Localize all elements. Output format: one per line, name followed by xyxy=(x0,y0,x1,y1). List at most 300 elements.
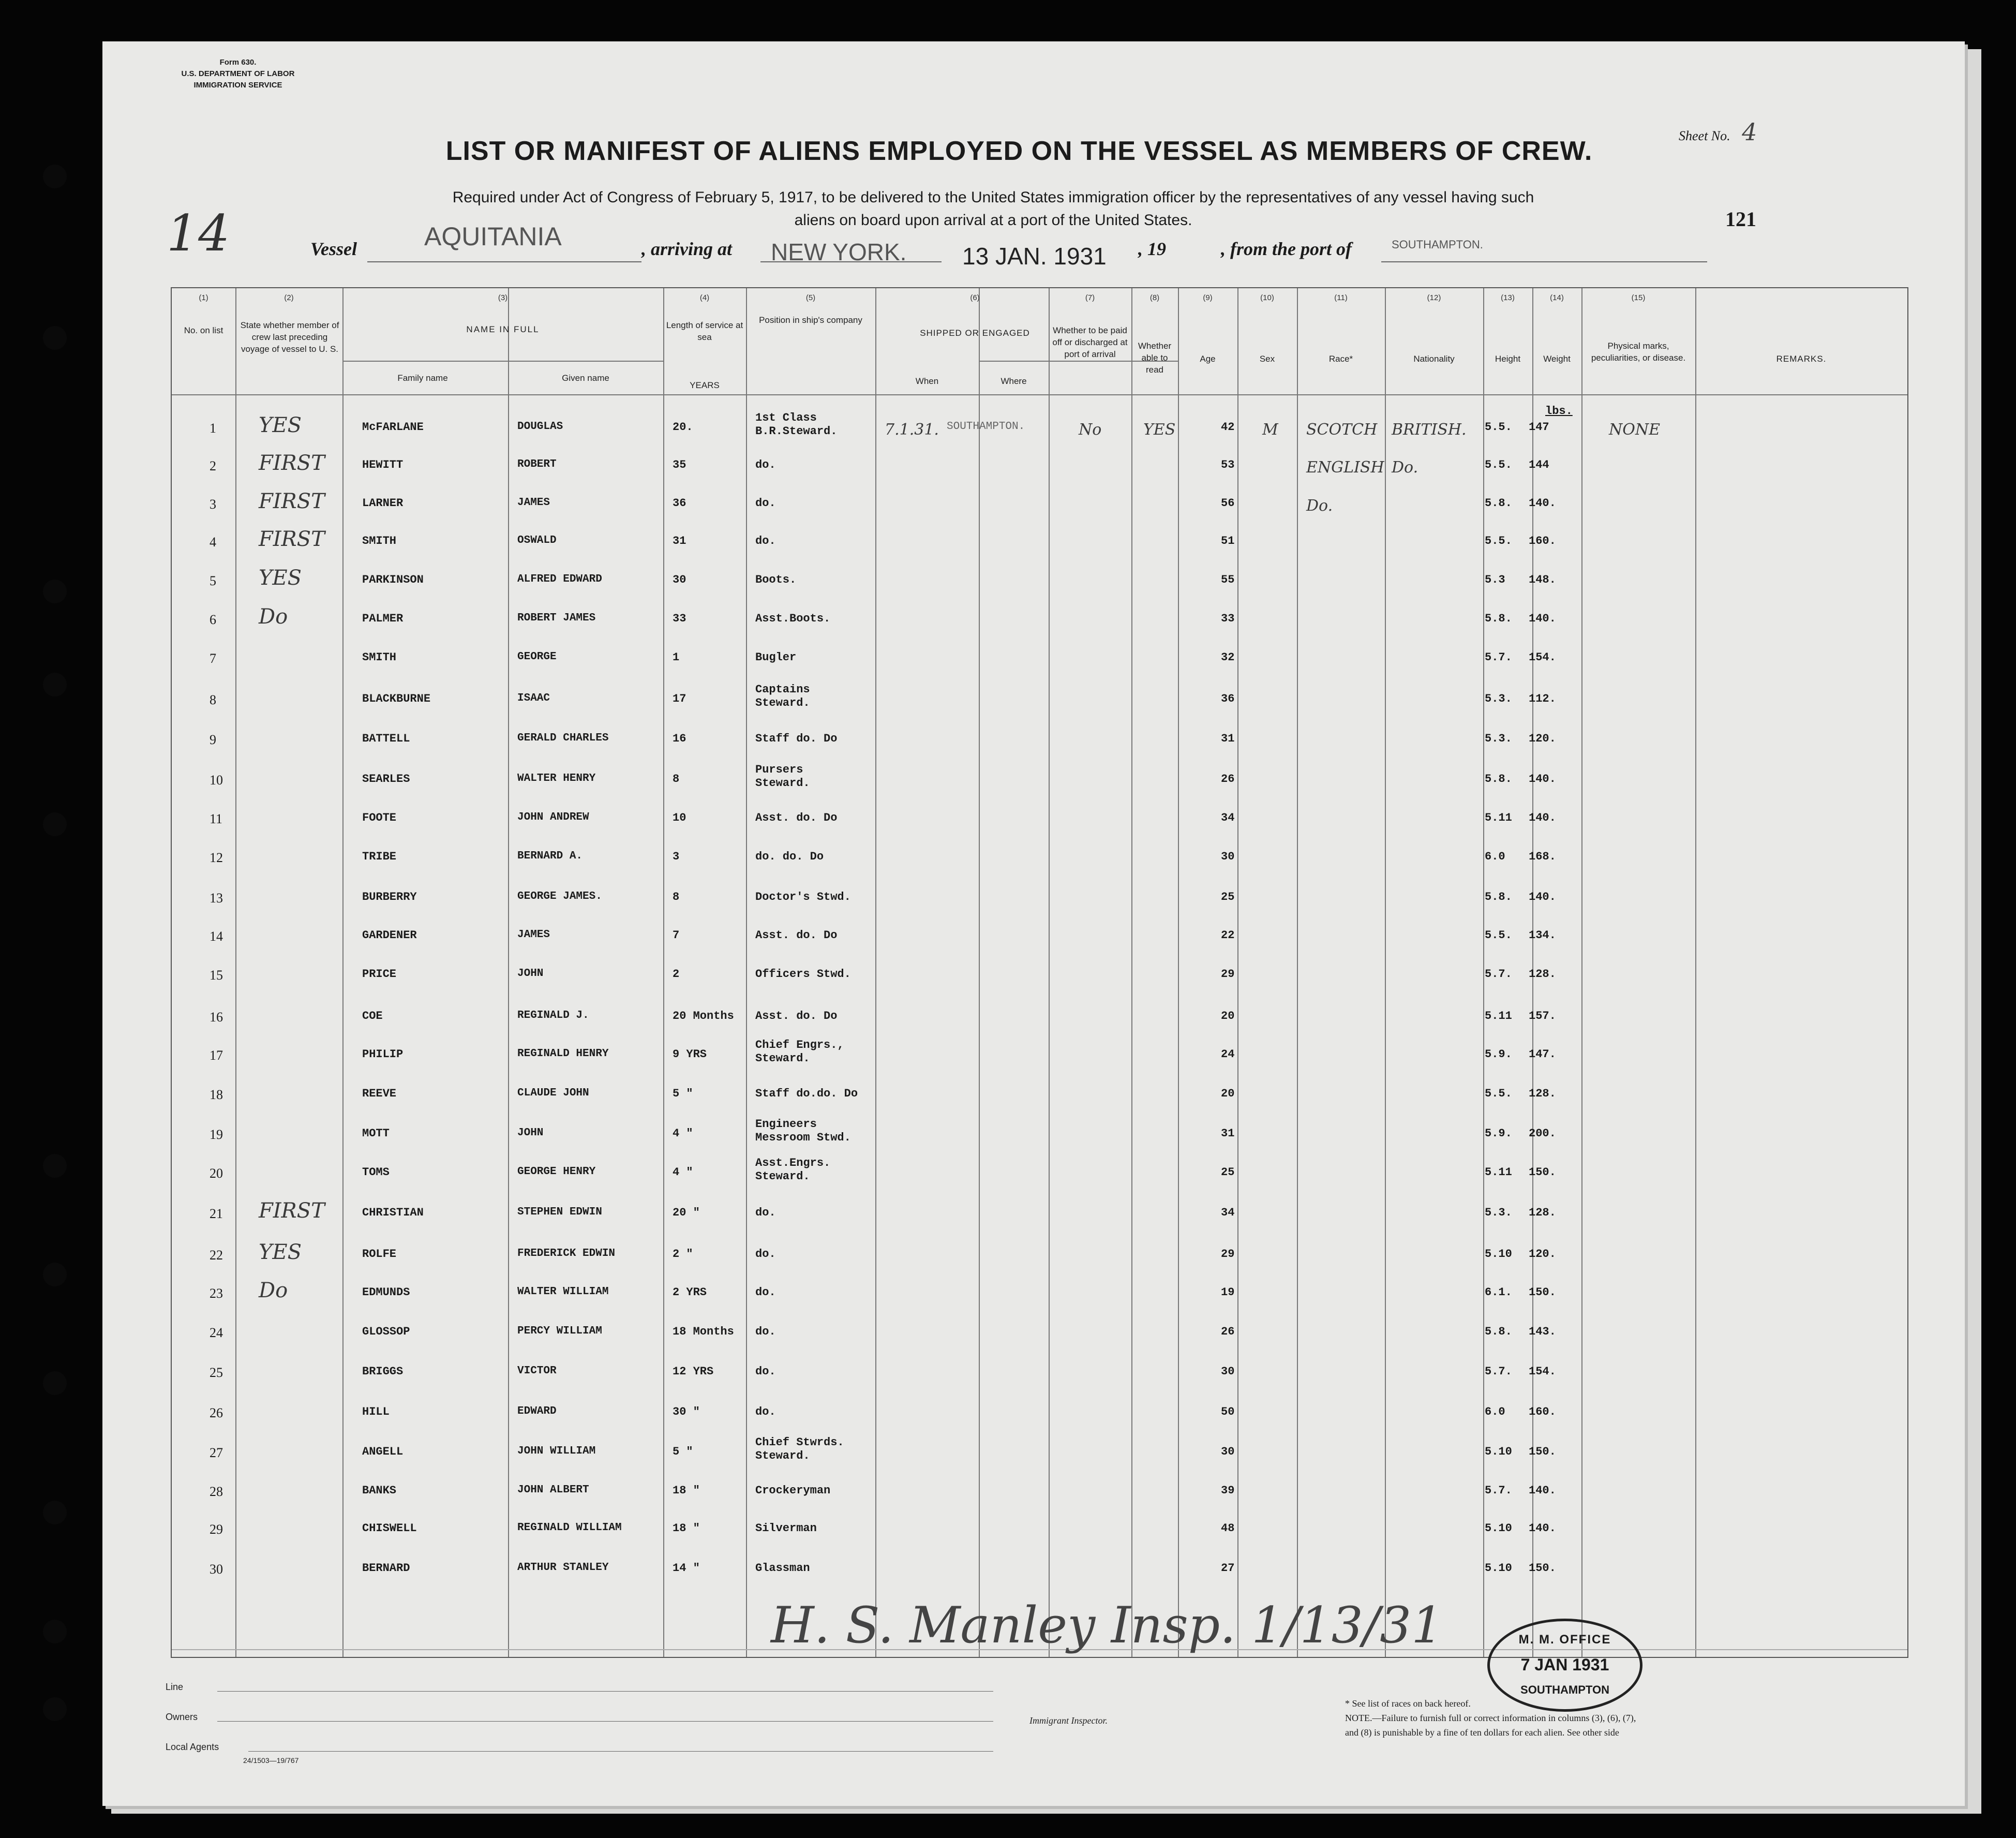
header-where: Where xyxy=(1000,376,1027,386)
family-name: McFARLANE xyxy=(362,421,424,434)
row-number: 29 xyxy=(210,1522,223,1537)
family-name: BURBERRY xyxy=(362,891,417,903)
row-number: 21 xyxy=(210,1206,223,1221)
punch-hole xyxy=(43,673,67,696)
service-length: 2 YRS xyxy=(673,1286,707,1299)
weight: 154. xyxy=(1529,1365,1556,1378)
position: Asst.Engrs. Steward. xyxy=(755,1157,831,1183)
age: 25 xyxy=(1221,1166,1235,1179)
height: 5.3. xyxy=(1485,692,1512,705)
weight: 140. xyxy=(1529,1522,1556,1535)
age: 36 xyxy=(1221,692,1235,705)
height: 5.7. xyxy=(1485,1365,1512,1378)
family-name: BLACKBURNE xyxy=(362,692,431,705)
family-name: SMITH xyxy=(362,651,397,664)
page-number: 121 xyxy=(1725,207,1756,231)
previous-voyage: Do xyxy=(259,1279,288,1302)
form-info xyxy=(171,57,305,91)
position: do. xyxy=(755,1325,776,1338)
fine-note: NOTE.—Failure to furnish full or correct information in columns (3), (6), (7), and (8) is punishable by a fine of ten dollars for each alien. See other side xyxy=(1345,1713,1636,1738)
position: Crockeryman xyxy=(755,1484,831,1497)
age: 31 xyxy=(1221,1127,1235,1140)
service-length: 16 xyxy=(673,732,686,745)
age: 33 xyxy=(1221,612,1235,625)
age: 20 xyxy=(1221,1087,1235,1100)
race-note: * See list of races on back hereof. xyxy=(1345,1698,1471,1709)
previous-voyage: FIRST xyxy=(259,1199,325,1223)
col-divider xyxy=(1297,288,1298,1657)
service-length: 2 " xyxy=(673,1248,693,1261)
header-paid-off: Whether to be paid off or discharged at port of arrival xyxy=(1052,325,1128,359)
age: 22 xyxy=(1221,929,1235,942)
family-name: FOOTE xyxy=(362,811,397,824)
position: Asst. do. Do xyxy=(755,929,838,942)
col-num: (2) xyxy=(284,293,294,302)
row-number: 9 xyxy=(210,732,216,747)
footer-line-label: Line xyxy=(166,1682,184,1692)
weight: 128. xyxy=(1529,968,1556,981)
handwritten-number: 14 xyxy=(167,204,230,262)
given-name: JOHN xyxy=(517,968,544,980)
row-number: 20 xyxy=(210,1166,223,1181)
header-sex: Sex xyxy=(1259,354,1275,364)
position: Staff do.do. Do xyxy=(755,1087,858,1100)
weight: 148. xyxy=(1529,573,1556,586)
height: 5.9. xyxy=(1485,1127,1512,1140)
service-length: 30 xyxy=(673,573,686,586)
age: 42 xyxy=(1221,421,1235,434)
header-physical-marks: Physical marks, peculiarities, or disease. xyxy=(1591,341,1686,363)
age: 34 xyxy=(1221,1206,1235,1219)
given-name: GEORGE HENRY xyxy=(517,1166,596,1178)
given-name: DOUGLAS xyxy=(517,421,563,433)
given-name: ROBERT JAMES xyxy=(517,612,596,624)
height: 5.11 xyxy=(1485,1166,1512,1179)
height: 5.8. xyxy=(1485,1325,1512,1338)
paid-off: No xyxy=(1079,421,1102,439)
footer-rule xyxy=(248,1751,993,1752)
weight: 128. xyxy=(1529,1087,1556,1100)
vessel-label: Vessel xyxy=(310,239,357,259)
weight: 144 xyxy=(1529,458,1549,471)
col-divider xyxy=(1695,288,1696,1657)
given-name: BERNARD A. xyxy=(517,850,583,862)
height: 5.8. xyxy=(1485,773,1512,785)
col-num: (7) xyxy=(1085,293,1095,302)
col-divider xyxy=(1237,288,1238,1657)
family-name: PRICE xyxy=(362,968,397,981)
age: 29 xyxy=(1221,1248,1235,1261)
header-position: Position in ship's company xyxy=(759,315,862,325)
family-name: ROLFE xyxy=(362,1248,397,1261)
service-length: 30 " xyxy=(673,1405,700,1418)
stamp-date: 7 JAN 1931 xyxy=(1520,1655,1609,1674)
header-name-in-full: NAME IN FULL xyxy=(466,324,540,334)
service-length: 20 Months xyxy=(673,1010,734,1022)
family-name: HILL xyxy=(362,1405,390,1418)
service-length: 8 xyxy=(673,891,680,903)
col-divider xyxy=(979,288,980,1657)
row-number: 3 xyxy=(210,497,216,512)
weight: 120. xyxy=(1529,1248,1556,1261)
given-name: OSWALD xyxy=(517,535,557,546)
given-name: ARTHUR STANLEY xyxy=(517,1562,609,1574)
race: ENGLISH xyxy=(1306,458,1384,477)
service-length: 1 xyxy=(673,651,680,664)
family-name: BRIGGS xyxy=(362,1365,404,1378)
header-bottom-rule xyxy=(172,394,1907,395)
form-number: Form 630. xyxy=(219,58,257,67)
age: 30 xyxy=(1221,1365,1235,1378)
given-name: ROBERT xyxy=(517,458,557,470)
given-name: WALTER WILLIAM xyxy=(517,1286,609,1298)
weight: 128. xyxy=(1529,1206,1556,1219)
row-number: 27 xyxy=(210,1445,223,1460)
weight: 140. xyxy=(1529,497,1556,510)
row-number: 1 xyxy=(210,421,216,436)
arriving-label: , arriving at xyxy=(641,239,733,259)
punch-hole xyxy=(43,812,67,836)
nationality: BRITISH. xyxy=(1392,421,1467,439)
header-race: Race* xyxy=(1328,354,1353,364)
row-number: 24 xyxy=(210,1325,223,1340)
family-name: HEWITT xyxy=(362,458,404,471)
previous-voyage: YES xyxy=(259,566,302,590)
position: Staff do. Do xyxy=(755,732,838,745)
weight: 140. xyxy=(1529,891,1556,903)
row-number: 18 xyxy=(210,1087,223,1102)
position: Glassman xyxy=(755,1562,810,1575)
family-name: GARDENER xyxy=(362,929,417,942)
given-name: PERCY WILLIAM xyxy=(517,1325,602,1337)
year-label: , 19 xyxy=(1138,239,1166,259)
given-name: JOHN WILLIAM xyxy=(517,1445,596,1457)
given-name: WALTER HENRY xyxy=(517,773,596,784)
row-number: 17 xyxy=(210,1048,223,1063)
row-number: 6 xyxy=(210,612,216,627)
given-name: JOHN xyxy=(517,1127,544,1139)
position: do. xyxy=(755,458,776,471)
height: 5.7. xyxy=(1485,1484,1512,1497)
col-num: (11) xyxy=(1334,293,1348,302)
row-number: 16 xyxy=(210,1010,223,1025)
col-divider xyxy=(1131,288,1132,1657)
punch-hole xyxy=(43,1263,67,1286)
row-number: 2 xyxy=(210,458,216,473)
header-height: Height xyxy=(1495,354,1521,364)
family-name: BATTELL xyxy=(362,732,410,745)
weight: 147. xyxy=(1529,1048,1556,1061)
position: do. xyxy=(755,1286,776,1299)
header-age: Age xyxy=(1200,354,1216,364)
position: Doctor's Stwd. xyxy=(755,891,851,903)
position: Captains Steward. xyxy=(755,683,810,709)
given-name: CLAUDE JOHN xyxy=(517,1087,589,1099)
vessel-rule xyxy=(367,261,641,262)
header-service-length: Length of service at sea xyxy=(666,320,743,342)
given-name: REGINALD WILLIAM xyxy=(517,1522,622,1534)
inspector-signature: H. S. Manley Insp. 1/13/31 xyxy=(771,1596,1443,1654)
height: 5.8. xyxy=(1485,891,1512,903)
footer-owners-label: Owners xyxy=(166,1712,198,1722)
age: 27 xyxy=(1221,1562,1235,1575)
given-name: REGINALD HENRY xyxy=(517,1048,609,1060)
family-name: ANGELL xyxy=(362,1445,404,1458)
header-given-name: Given name xyxy=(562,373,609,383)
row-number: 28 xyxy=(210,1484,223,1499)
position: Bugler xyxy=(755,651,797,664)
family-name: BANKS xyxy=(362,1484,397,1497)
age: 20 xyxy=(1221,1010,1235,1022)
stamp-location: SOUTHAMPTON xyxy=(1520,1683,1609,1696)
previous-voyage: FIRST xyxy=(259,451,325,475)
given-name: JOHN ALBERT xyxy=(517,1484,589,1496)
col-divider xyxy=(508,288,509,1657)
service-length: 3 xyxy=(673,850,680,863)
age: 30 xyxy=(1221,850,1235,863)
col-divider xyxy=(663,288,664,1657)
punch-hole xyxy=(43,1620,67,1643)
age: 26 xyxy=(1221,773,1235,785)
row-number: 15 xyxy=(210,968,223,983)
shipped-where: SOUTHAMPTON. xyxy=(947,421,1025,433)
position: do. xyxy=(755,1405,776,1418)
col-divider xyxy=(1178,288,1179,1657)
punch-hole xyxy=(43,326,67,350)
service-length: 33 xyxy=(673,612,686,625)
height: 5.5. xyxy=(1485,421,1512,434)
service-length: 12 YRS xyxy=(673,1365,714,1378)
footer-rule xyxy=(217,1691,993,1692)
service-length: 35 xyxy=(673,458,686,471)
col-num: (12) xyxy=(1427,293,1441,302)
row-number: 7 xyxy=(210,651,216,666)
service-length: 10 xyxy=(673,811,686,824)
col-num: (9) xyxy=(1203,293,1213,302)
row-number: 13 xyxy=(210,891,223,906)
weight-unit: lbs. xyxy=(1545,405,1573,418)
header-family-name: Family name xyxy=(397,373,448,383)
given-name: FREDERICK EDWIN xyxy=(517,1248,616,1259)
height: 5.5. xyxy=(1485,1087,1512,1100)
family-name: COE xyxy=(362,1010,383,1022)
height: 5.8. xyxy=(1485,612,1512,625)
service-length: 5 " xyxy=(673,1445,693,1458)
weight: 157. xyxy=(1529,1010,1556,1022)
service-length: 4 " xyxy=(673,1166,693,1179)
height: 5.10 xyxy=(1485,1522,1512,1535)
col-divider xyxy=(235,288,236,1657)
age: 32 xyxy=(1221,651,1235,664)
col-num: (15) xyxy=(1631,293,1646,302)
weight: 147 xyxy=(1529,421,1549,434)
position: Silverman xyxy=(755,1522,817,1535)
row-number: 26 xyxy=(210,1405,223,1420)
nationality: Do. xyxy=(1392,458,1418,477)
col-num: (1) xyxy=(199,293,208,302)
inspector-label: Immigrant Inspector. xyxy=(1029,1715,1108,1726)
family-name: CHISWELL xyxy=(362,1522,417,1535)
row-number: 23 xyxy=(210,1286,223,1301)
punch-hole xyxy=(43,165,67,188)
service-length: 2 xyxy=(673,968,680,981)
position: Chief Stwrds. Steward. xyxy=(755,1436,844,1462)
age: 56 xyxy=(1221,497,1235,510)
service: IMMIGRATION SERVICE xyxy=(193,81,282,90)
shipped-when: 7.1.31. xyxy=(885,421,939,439)
weight: 160. xyxy=(1529,1405,1556,1418)
position: Chief Engrs., Steward. xyxy=(755,1039,844,1065)
col-num: (8) xyxy=(1149,293,1160,302)
position: 1st Class B.R.Steward. xyxy=(755,411,838,438)
family-name: GLOSSOP xyxy=(362,1325,410,1338)
weight: 134. xyxy=(1529,929,1556,942)
service-length: 5 " xyxy=(673,1087,693,1100)
service-length: 20. xyxy=(673,421,693,434)
age: 55 xyxy=(1221,573,1235,586)
sheet-label: Sheet No. xyxy=(1679,128,1730,143)
col-divider xyxy=(746,288,747,1657)
punch-hole xyxy=(43,1697,67,1721)
physical-marks: NONE xyxy=(1609,421,1660,439)
service-length: 36 xyxy=(673,497,686,510)
given-name: GEORGE JAMES. xyxy=(517,891,602,902)
header-shipped-engaged: SHIPPED OR ENGAGED xyxy=(920,328,1030,338)
punch-hole xyxy=(43,580,67,603)
position: do. xyxy=(755,1248,776,1261)
sheet-number-value: 4 xyxy=(1742,118,1757,146)
col-num: (13) xyxy=(1501,293,1515,302)
position: Engineers Messroom Stwd. xyxy=(755,1118,851,1144)
footer-note xyxy=(1345,1696,1645,1740)
family-name: SMITH xyxy=(362,535,397,547)
col-divider xyxy=(1049,288,1050,1657)
height: 5.7. xyxy=(1485,968,1512,981)
header-no-on-list: No. on list xyxy=(184,325,223,335)
header-previous-voyage: State whether member of crew last preceding voyage of vessel to U. S. xyxy=(240,320,339,354)
row-number: 11 xyxy=(210,811,223,826)
service-length: 18 Months xyxy=(673,1325,734,1338)
position: do. do. Do xyxy=(755,850,824,863)
weight: 150. xyxy=(1529,1286,1556,1299)
punch-hole xyxy=(43,1371,67,1395)
age: 19 xyxy=(1221,1286,1235,1299)
height: 5.3. xyxy=(1485,732,1512,745)
height: 5.3 xyxy=(1485,573,1505,586)
weight: 143. xyxy=(1529,1325,1556,1338)
age: 30 xyxy=(1221,1445,1235,1458)
header-nationality: Nationality xyxy=(1413,354,1455,364)
weight: 200. xyxy=(1529,1127,1556,1140)
col-divider xyxy=(1385,288,1386,1657)
age: 31 xyxy=(1221,732,1235,745)
height: 5.11 xyxy=(1485,811,1512,824)
from-rule xyxy=(1381,261,1707,262)
given-name: EDWARD xyxy=(517,1405,557,1417)
footer-print-code: 24/1503—19/767 xyxy=(243,1756,299,1765)
weight: 140. xyxy=(1529,1484,1556,1497)
family-name: TRIBE xyxy=(362,850,397,863)
weight: 112. xyxy=(1529,692,1556,705)
row-number: 12 xyxy=(210,850,223,865)
previous-voyage: YES xyxy=(259,413,302,437)
age: 26 xyxy=(1221,1325,1235,1338)
family-name: PARKINSON xyxy=(362,573,424,586)
service-length: 20 " xyxy=(673,1206,700,1219)
weight: 150. xyxy=(1529,1166,1556,1179)
header-when: When xyxy=(915,376,939,386)
subtitle-line-1: Required under Act of Congress of February 5, 1917, to be delivered to the United States immigration officer by the representatives of any vessel having such xyxy=(452,189,1534,206)
row-number: 14 xyxy=(210,929,223,944)
given-name: GERALD CHARLES xyxy=(517,732,609,744)
service-length: 17 xyxy=(673,692,686,705)
position: Officers Stwd. xyxy=(755,968,851,981)
family-name: EDMUNDS xyxy=(362,1286,410,1299)
given-name: JOHN ANDREW xyxy=(517,811,589,823)
position: Asst. do. Do xyxy=(755,811,838,824)
from-label: , from the port of xyxy=(1221,239,1352,259)
header-divider xyxy=(342,361,663,362)
height: 5.5. xyxy=(1485,535,1512,547)
age: 53 xyxy=(1221,458,1235,471)
page-title: LIST OR MANIFEST OF ALIENS EMPLOYED ON THE VESSEL AS MEMBERS OF CREW. xyxy=(445,136,1593,166)
punch-hole xyxy=(43,1501,67,1524)
service-length: 7 xyxy=(673,929,680,942)
family-name: LARNER xyxy=(362,497,404,510)
family-name: CHRISTIAN xyxy=(362,1206,424,1219)
height: 5.10 xyxy=(1485,1248,1512,1261)
age: 50 xyxy=(1221,1405,1235,1418)
weight: 140. xyxy=(1529,612,1556,625)
row-number: 5 xyxy=(210,573,216,588)
service-length: 18 " xyxy=(673,1484,700,1497)
department: U.S. DEPARTMENT OF LABOR xyxy=(181,69,295,78)
arrival-port: NEW YORK. xyxy=(771,239,907,265)
weight: 150. xyxy=(1529,1562,1556,1575)
punch-hole xyxy=(43,1154,67,1178)
header-remarks: REMARKS. xyxy=(1776,354,1827,364)
height: 5.5. xyxy=(1485,929,1512,942)
col-num: (5) xyxy=(805,293,816,302)
position: do. xyxy=(755,497,776,510)
height: 5.8. xyxy=(1485,497,1512,510)
position: do. xyxy=(755,535,776,547)
service-length: 14 " xyxy=(673,1562,700,1575)
service-length: 4 " xyxy=(673,1127,693,1140)
manifest-table xyxy=(171,287,1908,1658)
position: Asst. do. Do xyxy=(755,1010,838,1022)
service-length: 31 xyxy=(673,535,686,547)
height: 6.0 xyxy=(1485,850,1505,863)
race: Do. xyxy=(1306,497,1333,515)
previous-voyage: YES xyxy=(259,1240,302,1264)
previous-voyage: FIRST xyxy=(259,490,325,513)
race: SCOTCH xyxy=(1306,421,1378,439)
subtitle-line-2: aliens on board upon arrival at a port of the United States. xyxy=(794,212,1192,229)
given-name: JAMES xyxy=(517,497,550,509)
age: 24 xyxy=(1221,1048,1235,1061)
vessel-name: AQUITANIA xyxy=(424,222,562,251)
row-number: 4 xyxy=(210,535,216,550)
family-name: PHILIP xyxy=(362,1048,404,1061)
height: 6.1. xyxy=(1485,1286,1512,1299)
col-divider xyxy=(342,288,344,1657)
col-divider xyxy=(1483,288,1484,1657)
height: 5.3. xyxy=(1485,1206,1512,1219)
age: 51 xyxy=(1221,535,1235,547)
col-num: (10) xyxy=(1260,293,1274,302)
height: 5.11 xyxy=(1485,1010,1512,1022)
